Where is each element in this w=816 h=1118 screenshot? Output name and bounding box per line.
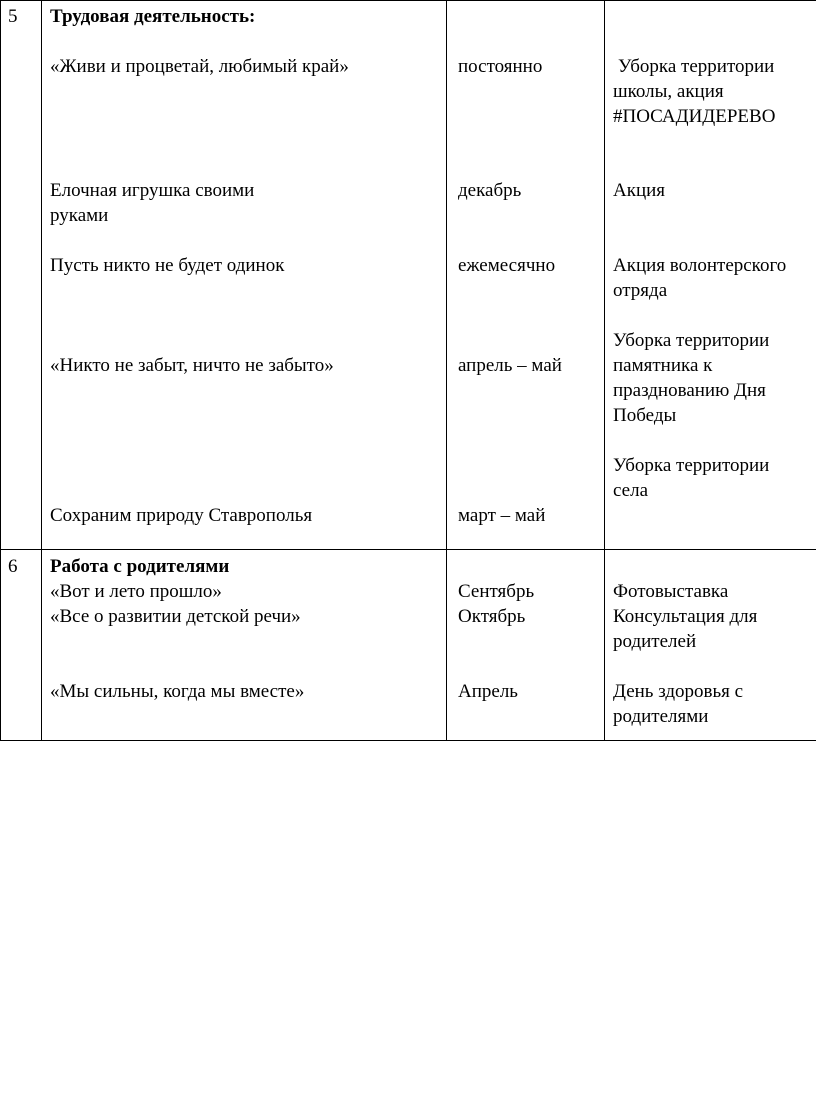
event-form-line: Уборка территории (613, 455, 770, 476)
event-form-line: школы, акция (613, 81, 724, 102)
event-form-line: празднованию Дня (613, 380, 766, 401)
event-name: «Живи и процветай, любимый край» (50, 56, 349, 77)
event-period: декабрь (458, 180, 522, 201)
event-period: Сентябрь (458, 581, 535, 602)
row-divider (0, 549, 816, 550)
column-divider-3 (604, 0, 605, 741)
row-number: 5 (8, 6, 18, 27)
event-period: постоянно (458, 56, 543, 77)
event-name: Елочная игрушка своими (50, 180, 255, 201)
event-form-line: Победы (613, 405, 677, 426)
event-name: «Никто не забыт, ничто не забыто» (50, 355, 334, 376)
table-border-left (0, 0, 1, 741)
event-name: «Вот и лето прошло» (50, 581, 222, 602)
event-form-line: Фотовыставка (613, 581, 729, 602)
event-form-line: Акция волонтерского (613, 255, 787, 276)
event-form-line: День здоровья с (613, 681, 744, 702)
section-heading: Трудовая деятельность: (50, 6, 256, 27)
column-divider-2 (446, 0, 447, 741)
event-form-line: Уборка территории (618, 56, 775, 77)
event-form-line: села (613, 480, 649, 501)
section-heading: Работа с родителями (50, 556, 230, 577)
table-border-bottom (0, 740, 816, 741)
event-period: Апрель (458, 681, 518, 702)
event-form-line: родителями (613, 706, 709, 727)
event-name: Сохраним природу Ставрополья (50, 505, 313, 526)
event-period: март – май (458, 505, 546, 526)
event-name: «Все о развитии детской речи» (50, 606, 301, 627)
event-form-line: родителей (613, 631, 697, 652)
event-period: ежемесячно (458, 255, 556, 276)
row-number: 6 (8, 556, 18, 577)
event-period: апрель – май (458, 355, 562, 376)
event-name: «Мы сильны, когда мы вместе» (50, 681, 305, 702)
event-form-line: Консультация для (613, 606, 758, 627)
event-form-line: #ПОСАДИДЕРЕВО (613, 106, 776, 127)
event-form-line: Уборка территории (613, 330, 770, 351)
table-border-top (0, 0, 816, 1)
event-name: Пусть никто не будет одинок (50, 255, 285, 276)
event-form-line: памятника к (613, 355, 713, 376)
event-period: Октябрь (458, 606, 526, 627)
event-form-line: Акция (613, 180, 666, 201)
event-form-line: отряда (613, 280, 668, 301)
event-name: руками (50, 205, 109, 226)
column-divider-1 (41, 0, 42, 741)
